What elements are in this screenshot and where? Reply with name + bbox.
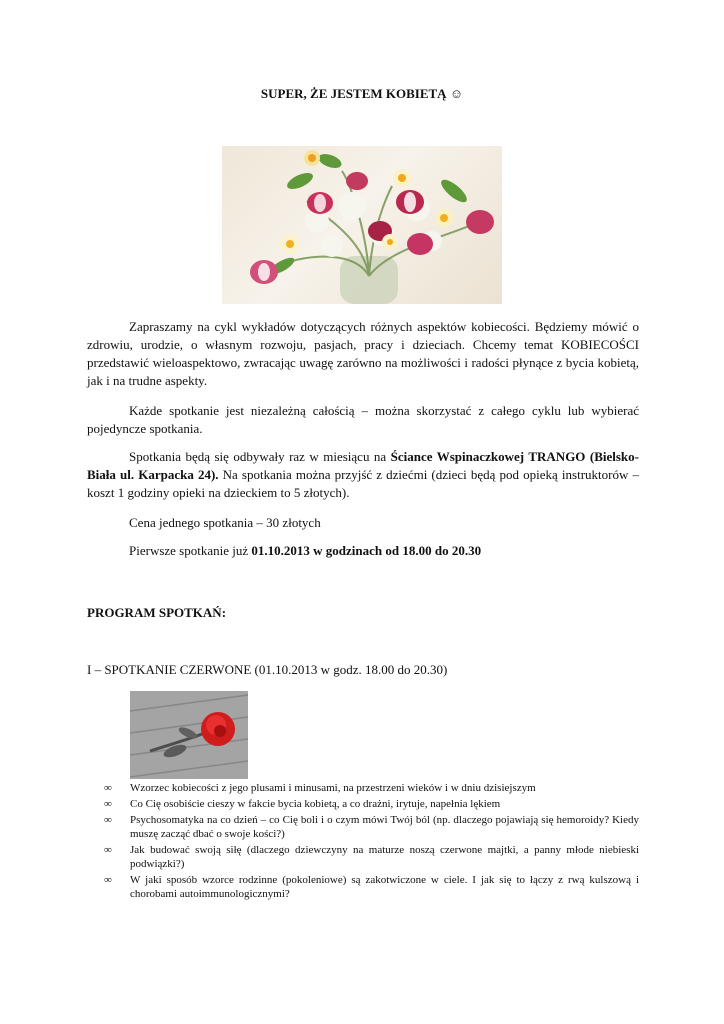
section-red-meeting-title: I – SPOTKANIE CZERWONE (01.10.2013 w godz. 18.00 do 20.30) (87, 662, 448, 677)
first-meeting-text: Pierwsze spotkanie już (129, 543, 252, 558)
list-item (104, 797, 639, 811)
program-heading: PROGRAM SPOTKAŃ: (87, 605, 227, 620)
venue-paragraph (87, 448, 639, 502)
document-title: SUPER, ŻE JESTEM KOBIETĄ ☺ (260, 86, 464, 101)
list-item (104, 813, 639, 841)
first-meeting-date: 01.10.2013 w godzinach od 18.00 do 20.30 (251, 543, 482, 558)
list-item-text: Psychosomatyka na co dzień – co Cię boli i o czym mówi Twój ból (np. dlaczego pojawiają się hemoroidy? Kiedy muszę zacząć dbać o swoje kości?) (130, 814, 639, 840)
red-meeting-topics-list (104, 781, 639, 903)
price-paragraph (87, 514, 639, 532)
venue-text-c: Na spotkania można przyjść z dziećmi (dzieci będą pod opieką instruktorów – koszt 1 godziny opieki na dzieckiem to 5 złotych). (87, 467, 639, 500)
flowers-illustration (222, 146, 502, 304)
intro-paragraph (87, 318, 639, 390)
list-item (104, 843, 639, 871)
infinity-bullet-icon: ∞ (104, 798, 112, 810)
rose-photo (130, 691, 248, 779)
list-item (104, 781, 639, 795)
list-item-text: Jak budować swoją siłę (dlaczego dziewczyny na maturze noszą czerwone majtki, a panny młode niebieski podwiązki?) (130, 844, 639, 870)
price-text: Cena jednego spotkania – 30 złotych (129, 515, 321, 530)
list-item-text: Co Cię osobiście cieszy w fakcie bycia kobietą, a co drażni, irytuje, napełnia lękiem (130, 798, 501, 810)
independent-meetings-paragraph (87, 402, 639, 438)
venue-name: Ściance Wspinaczkowej TRANGO (Bielsko-Biała ul. Karpacka 24). (87, 449, 639, 482)
independent-meetings-text: Każde spotkanie jest niezależną całością – można skorzystać z całego cyklu lub wybierać pojedyncze spotkania. (87, 403, 639, 436)
first-meeting-paragraph (87, 542, 639, 560)
list-item-text: W jaki sposób wzorce rodzinne (pokoleniowe) są zakotwiczone w ciele. I jak się to łączy z rwą kulszową i chorobami autoimmunologicznymi? (130, 874, 639, 900)
venue-text-a: Spotkania będą się odbywały raz w miesiącu na (129, 449, 391, 464)
list-item (104, 873, 639, 901)
infinity-bullet-icon: ∞ (104, 814, 112, 826)
intro-text: Zapraszamy na cykl wykładów dotyczących różnych aspektów kobiecości. Będziemy mówić o zdrowiu, urodzie, o własnym rozwoju, pasjach, pracy i dzieciach. Chcemy temat KOBIECOŚCI przedstawić wieloaspektowo, zwracając uwagę zarówno na możliwości i radości płynące z bycia kobietą, jak i na trudne aspekty. (87, 319, 639, 388)
infinity-bullet-icon: ∞ (104, 782, 112, 794)
infinity-bullet-icon: ∞ (104, 844, 112, 856)
list-item-text: Wzorzec kobiecości z jego plusami i minusami, na przestrzeni wieków i w dniu dzisiejszym (130, 782, 536, 794)
flowers-photo (222, 146, 502, 304)
infinity-bullet-icon: ∞ (104, 874, 112, 886)
rose-illustration (130, 691, 248, 779)
